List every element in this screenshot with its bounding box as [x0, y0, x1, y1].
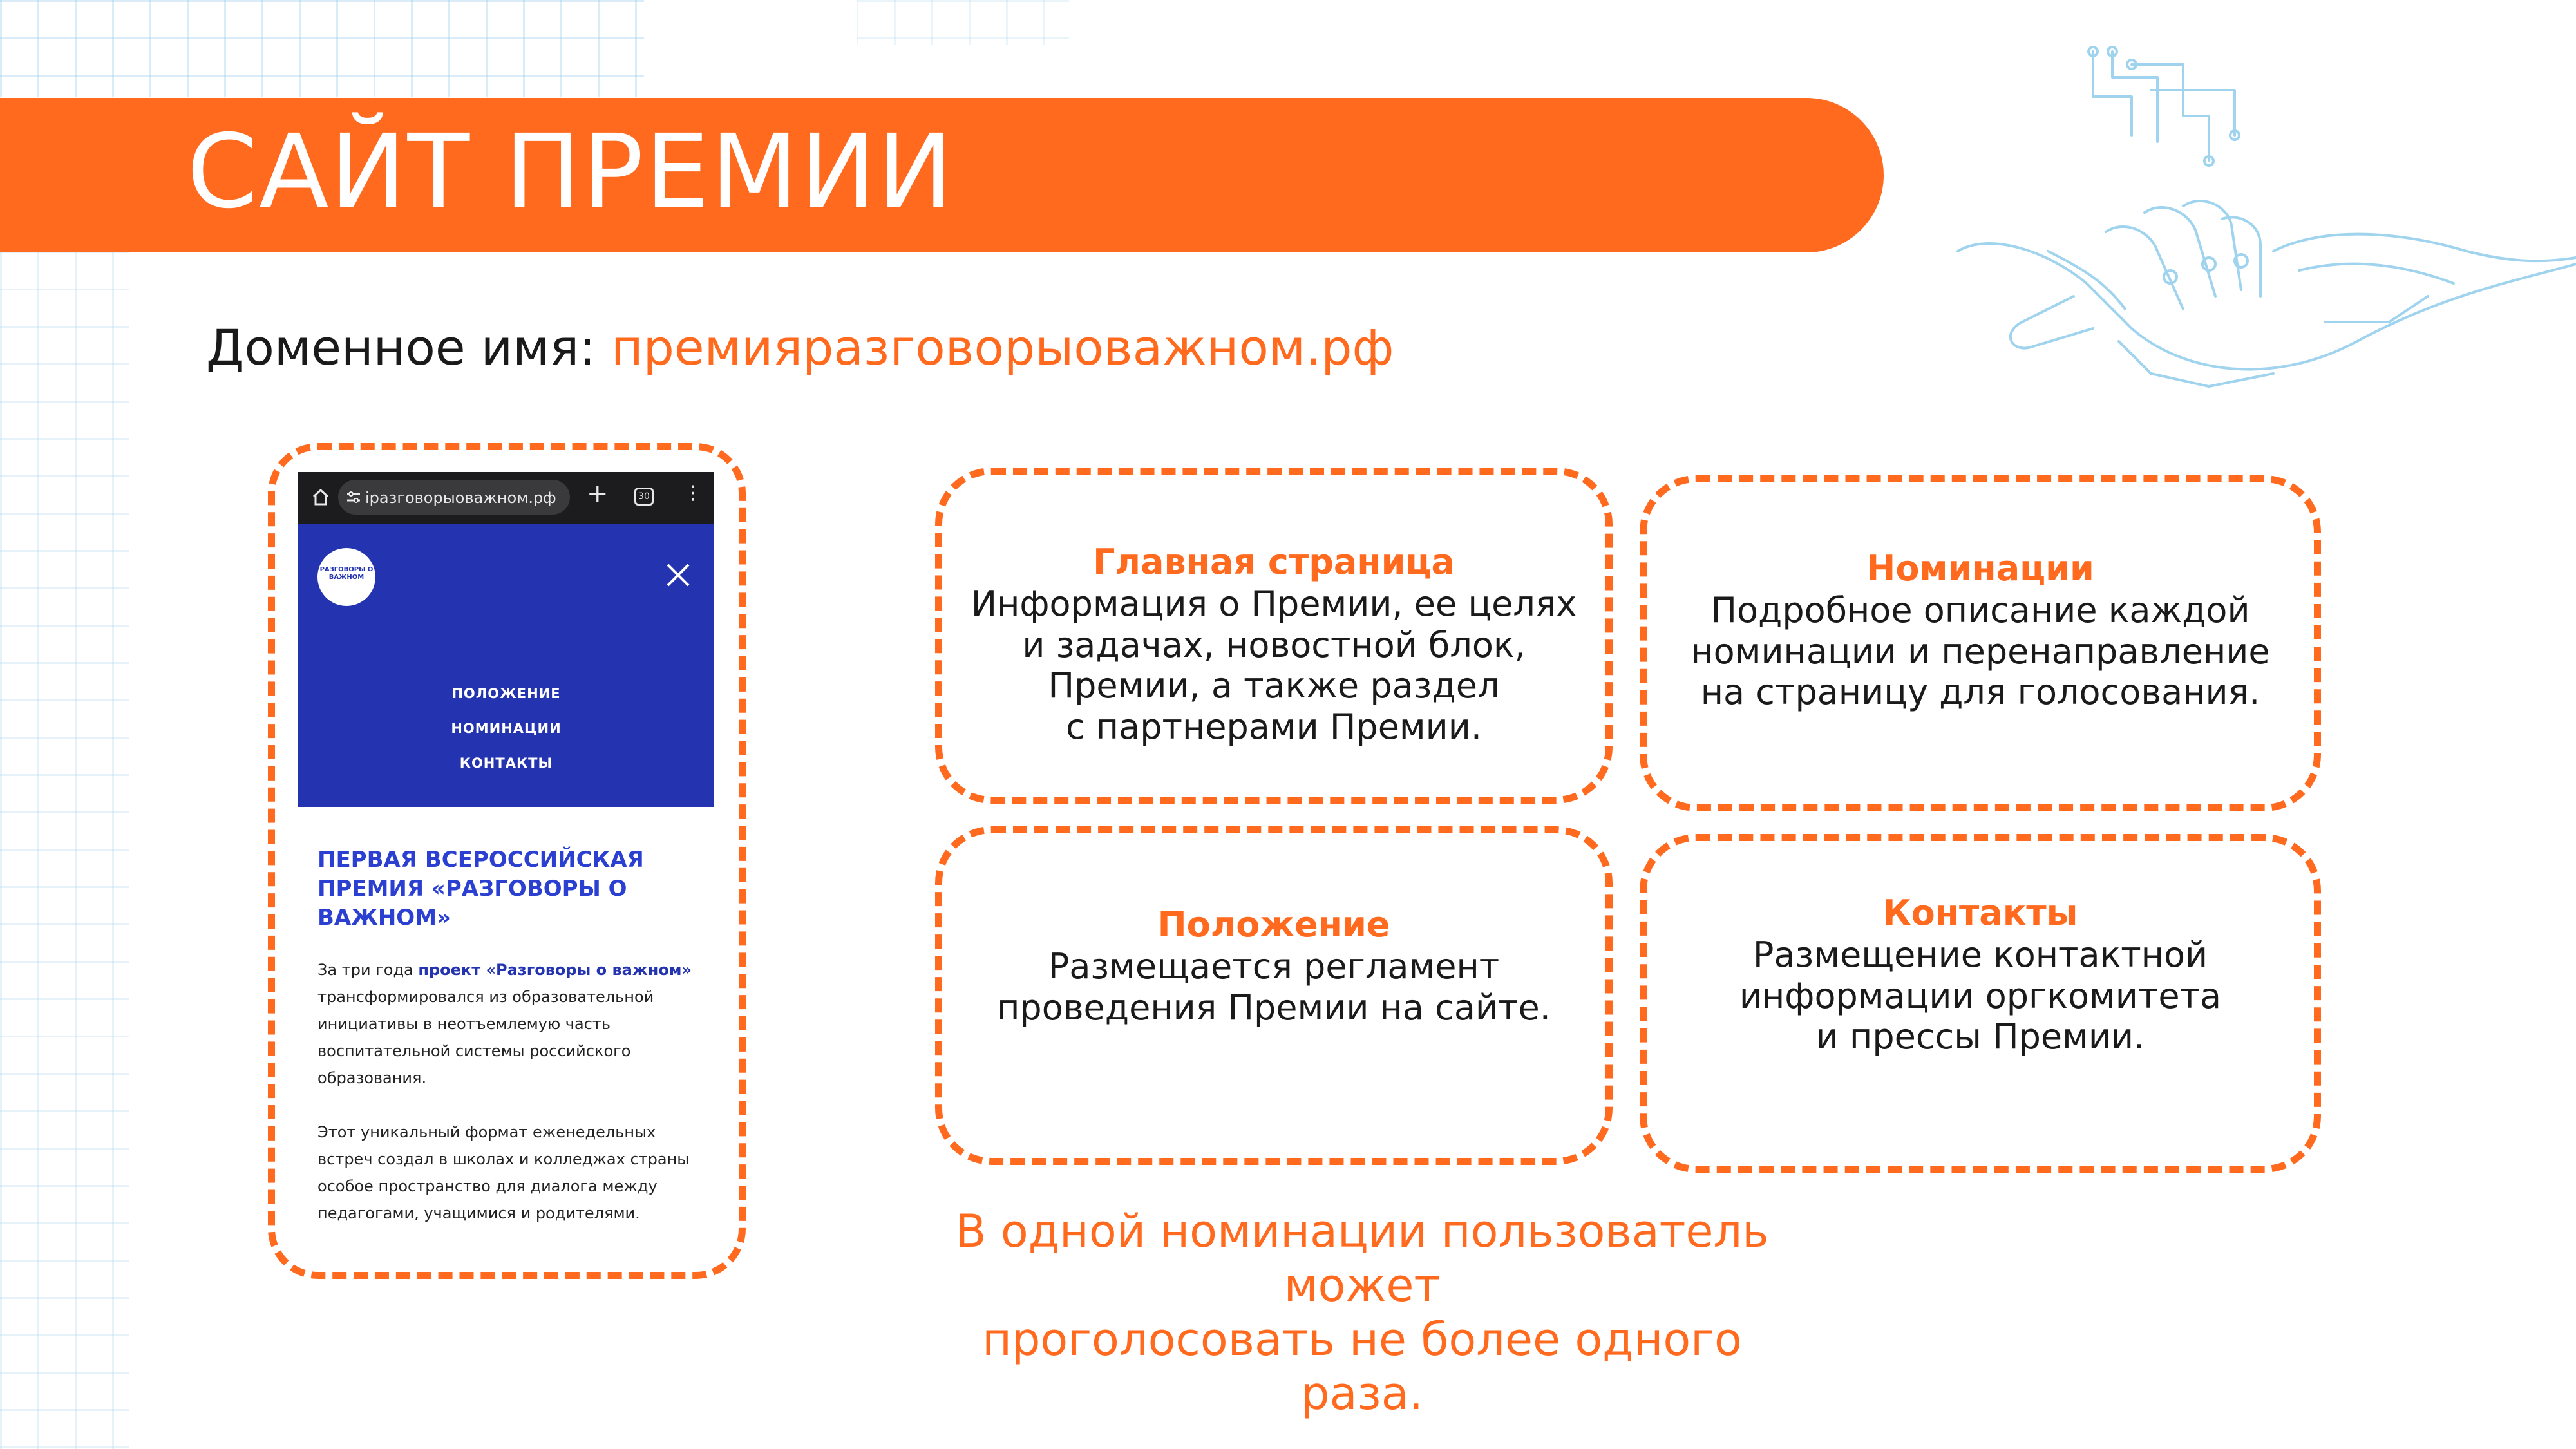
- box-title-nominations: Номинации: [1866, 548, 2094, 589]
- site-hero-menu: [298, 524, 714, 807]
- robot-hand-illustration: [1938, 39, 2576, 412]
- info-box-main-page: [935, 468, 1613, 804]
- grid-decoration-top-mid: [857, 0, 1069, 45]
- project-link[interactable]: проект «Разговоры о важном»: [418, 961, 692, 979]
- grid-decoration-left: [0, 251, 129, 1449]
- more-menu-icon[interactable]: ⋮: [683, 482, 703, 504]
- box-body-main-page: Информация о Премии, ее целях и задачах, новостной блок, Премии, а также раздел с партнерами Премии.: [971, 583, 1577, 747]
- box-title-main-page: Главная страница: [1093, 542, 1455, 582]
- domain-link[interactable]: премияразговорыоважном.рф: [611, 319, 1394, 376]
- nav-item-kontakty[interactable]: КОНТАКТЫ: [459, 755, 553, 771]
- box-title-regulations: Положение: [1157, 904, 1390, 945]
- site-headline: ПЕРВАЯ ВСЕРОССИЙСКАЯ ПРЕМИЯ «РАЗГОВОРЫ О ВАЖНОМ»: [317, 847, 644, 931]
- close-icon[interactable]: [664, 561, 692, 589]
- url-bar[interactable]: [338, 480, 570, 515]
- box-body-nominations: Подробное описание каждой номинации и перенаправление на страницу для голосования.: [1690, 589, 2270, 713]
- domain-line: [206, 319, 1394, 376]
- phone-screen: [298, 472, 714, 1262]
- grid-decoration-top-left: [0, 0, 644, 97]
- box-title-contacts: Контакты: [1882, 893, 2078, 933]
- voting-rule-note: В одной номинации пользователь может проголосовать не более одного раза.: [955, 1205, 1769, 1420]
- info-box-nominations: [1640, 475, 2321, 811]
- info-box-regulations: [935, 826, 1613, 1165]
- browser-bar: [298, 472, 714, 524]
- site-paragraph-2: Этот уникальный формат еженедельных встреч создал в школах и колледжах страны особое пространство для диалога между педагогами, учащимися и родителями.: [317, 1123, 690, 1222]
- site-paragraph-1: За три года проект «Разговоры о важном» трансформировался из образовательной инициативы в неотъемлемую часть воспитательной системы российского образования.: [317, 961, 692, 1087]
- info-box-contacts: [1640, 834, 2321, 1173]
- page-title: САЙТ ПРЕМИИ: [187, 113, 954, 231]
- logo-text: РАЗГОВОРЫ О ВАЖНОМ: [319, 566, 374, 581]
- site-settings-icon[interactable]: [346, 490, 361, 504]
- tab-counter[interactable]: 30: [634, 488, 654, 506]
- url-text: іразговорыоважном.рф: [365, 489, 556, 507]
- box-body-contacts: Размещение контактной информации оргкомитета и прессы Премии.: [1739, 934, 2222, 1057]
- new-tab-icon[interactable]: +: [587, 479, 609, 509]
- box-body-regulations: Размещается регламент проведения Премии на сайте.: [997, 945, 1551, 1028]
- nav-item-polozhenie[interactable]: ПОЛОЖЕНИЕ: [451, 686, 561, 701]
- home-icon[interactable]: [311, 488, 330, 507]
- nav-item-nominatsii[interactable]: НОМИНАЦИИ: [451, 721, 562, 736]
- domain-label: Доменное имя:: [206, 319, 611, 376]
- site-logo[interactable]: [317, 548, 375, 606]
